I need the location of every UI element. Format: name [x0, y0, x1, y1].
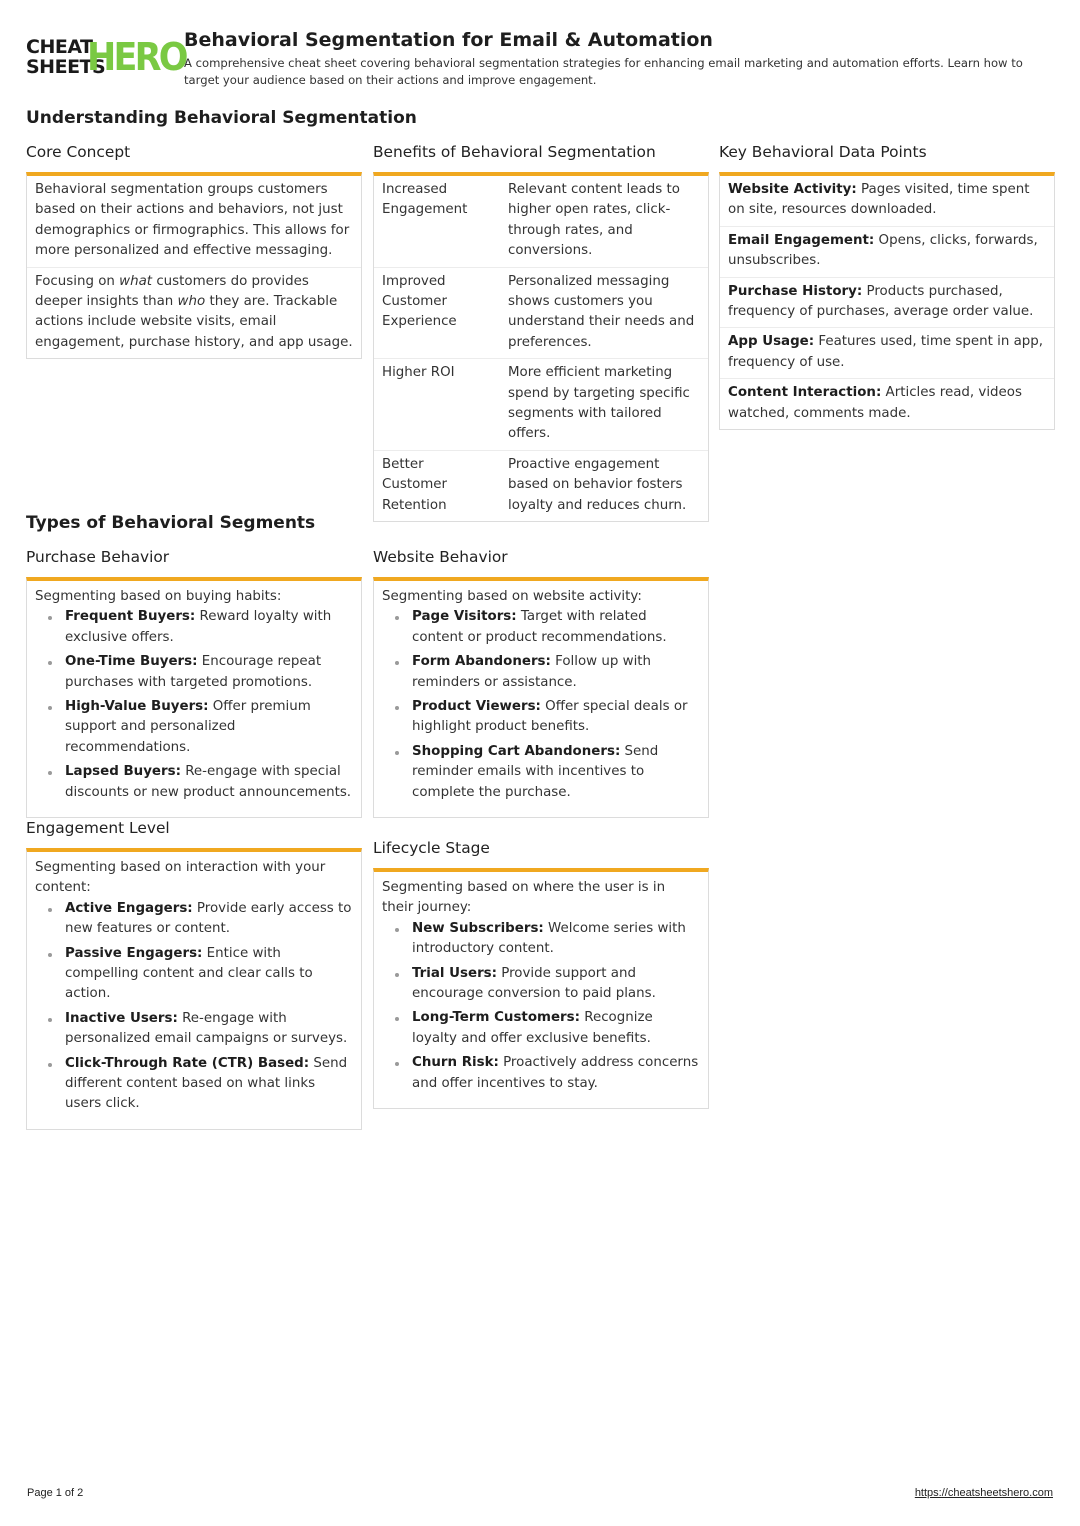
list-item: Active Engagers: Provide early access to new features or content. [55, 899, 353, 940]
bullet-list [27, 607, 361, 817]
page-title: Behavioral Segmentation for Email & Automation [184, 29, 713, 51]
list-item: Lapsed Buyers: Re-engage with special discounts or new product announcements. [55, 762, 353, 803]
card-body [373, 868, 709, 1109]
card-intro: Segmenting based on buying habits: [35, 589, 282, 604]
list-item: Frequent Buyers: Reward loyalty with exclusive offers. [55, 607, 353, 648]
benefit-description: Relevant content leads to higher open rates, click-through rates, and conversions. [508, 182, 680, 259]
card-intro: Segmenting based on interaction with your content: [35, 860, 326, 896]
list-item: Long-Term Customers: Recognize loyalty and offer exclusive benefits. [402, 1008, 700, 1049]
list-item: Product Viewers: Offer special deals or highlight product benefits. [402, 697, 700, 738]
list-item: Trial Users: Provide support and encourage conversion to paid plans. [402, 964, 700, 1005]
card-engagement-level [26, 818, 362, 1130]
list-item: Click-Through Rate (CTR) Based: Send different content based on what links users click. [55, 1054, 353, 1115]
benefit-description: More efficient marketing spend by targeting specific segments with tailored offers. [508, 365, 690, 442]
logo-word-sheets: SHEETS [26, 56, 106, 78]
logo-word-hero: HERO [87, 35, 186, 79]
list-item: Shopping Cart Abandoners: Send reminder emails with incentives to complete the purchase. [402, 742, 700, 803]
card-body [26, 848, 362, 1130]
card-title: Core Concept [26, 143, 131, 161]
list-item: Email Engagement: Opens, clicks, forwards, unsubscribes. [720, 226, 1054, 277]
list-item: Inactive Users: Re-engage with personalized email campaigns or surveys. [55, 1009, 353, 1050]
card-body [26, 172, 362, 359]
core-paragraph-1: Behavioral segmentation groups customers based on their actions and behaviors, not just demographics or firmographics. This allows for more personalized and effective messaging. [35, 182, 350, 259]
page-number: Page 1 of 2 [27, 1487, 84, 1499]
list-item: One-Time Buyers: Encourage repeat purchases with targeted promotions. [55, 652, 353, 693]
card-website-behavior [373, 547, 709, 818]
card-core-concept [26, 142, 362, 359]
card-key-data-points [719, 142, 1055, 430]
list-item: App Usage: Features used, time spent in app, frequency of use. [720, 327, 1054, 378]
core-paragraph-2: Focusing on what customers do provides deeper insights than who they are. Trackable actions include website visits, email engagement, purchase history, and app usage. [27, 267, 361, 359]
bullet-list [374, 919, 708, 1108]
page-header [26, 28, 1056, 90]
benefit-name: Better Customer Retention [382, 456, 448, 513]
section-title-understanding: Understanding Behavioral Segmentation [26, 108, 417, 128]
list-item: Form Abandoners: Follow up with reminders or assistance. [402, 652, 700, 693]
cheatsheetshero-logo[interactable] [26, 35, 186, 80]
list-item: Churn Risk: Proactively address concerns and offer incentives to stay. [402, 1053, 700, 1094]
card-title: Key Behavioral Data Points [719, 143, 927, 161]
card-intro: Segmenting based on website activity: [382, 589, 642, 604]
card-purchase-behavior [26, 547, 362, 818]
section-title-types: Types of Behavioral Segments [26, 513, 316, 533]
card-title: Benefits of Behavioral Segmentation [373, 143, 656, 161]
card-body [719, 172, 1055, 430]
benefits-table [373, 172, 709, 522]
card-title: Purchase Behavior [26, 548, 170, 566]
list-item: Purchase History: Products purchased, frequency of purchases, average order value. [720, 277, 1054, 328]
emphasis-who: who [177, 294, 206, 310]
card-body [26, 577, 362, 818]
bullet-list [27, 899, 361, 1129]
benefit-description: Personalized messaging shows customers you understand their needs and preferences. [508, 273, 695, 350]
card-title: Engagement Level [26, 819, 170, 837]
site-link[interactable]: https://cheatsheetshero.com [914, 1487, 1053, 1499]
card-lifecycle-stage [373, 838, 709, 1109]
card-title: Website Behavior [373, 548, 508, 566]
list-item: New Subscribers: Welcome series with introductory content. [402, 919, 700, 960]
card-benefits [373, 142, 709, 522]
table-row [374, 267, 708, 359]
table-row [374, 176, 708, 267]
benefit-name: Increased Engagement [382, 182, 468, 218]
list-item: Website Activity: Pages visited, time spent on site, resources downloaded. [728, 182, 1030, 218]
page-description: A comprehensive cheat sheet covering behavioral segmentation strategies for enhancing email marketing and automation efforts. Learn how to target your audience based on their actions and improve engagement. [184, 56, 1023, 87]
list-item: Content Interaction: Articles read, videos watched, comments made. [720, 378, 1054, 429]
table-row [374, 358, 708, 450]
emphasis-what: what [119, 273, 153, 289]
benefit-name: Higher ROI [382, 365, 455, 381]
table-row [374, 450, 708, 521]
bullet-list [374, 607, 708, 817]
card-title: Lifecycle Stage [373, 839, 490, 857]
list-item: High-Value Buyers: Offer premium support and personalized recommendations. [55, 697, 353, 758]
list-item: Page Visitors: Target with related content or product recommendations. [402, 607, 700, 648]
benefit-name: Improved Customer Experience [382, 273, 457, 330]
list-item: Passive Engagers: Entice with compelling content and clear calls to action. [55, 944, 353, 1005]
benefit-description: Proactive engagement based on behavior fosters loyalty and reduces churn. [508, 456, 687, 513]
logo-word-cheat: CHEAT [26, 36, 93, 58]
card-body [373, 577, 709, 818]
card-intro: Segmenting based on where the user is in their journey: [382, 880, 666, 916]
